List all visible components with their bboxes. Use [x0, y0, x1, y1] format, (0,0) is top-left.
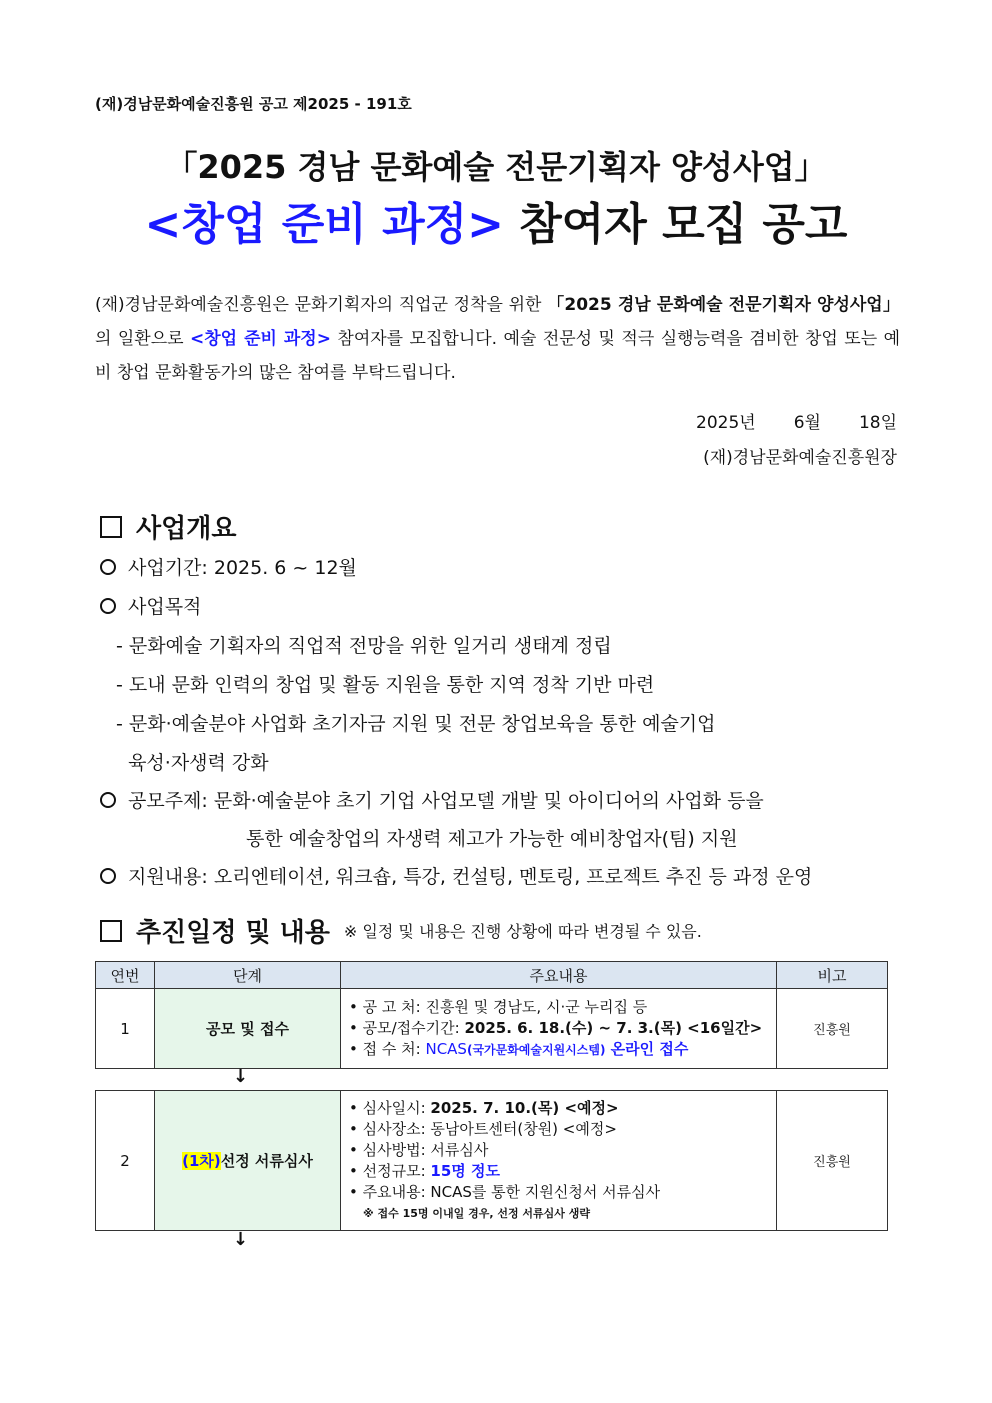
col-header-no: 연번: [96, 962, 155, 989]
ncas-text: NCAS: [425, 1039, 467, 1058]
intro-text-a: (재)경남문화예술진흥원은 문화기획자의 직업군 정착을 위한: [95, 295, 548, 315]
table-row: [96, 989, 888, 1069]
circle-bullet-icon: [100, 598, 116, 614]
row-number: 2: [96, 1091, 155, 1231]
circle-bullet-icon: [100, 868, 116, 884]
circle-bullet-icon: [100, 792, 116, 808]
ncas-full-name: (국가문화예술지원시스템): [466, 1042, 606, 1057]
overview-support: [100, 858, 812, 896]
content-value: 15명 정도: [430, 1161, 500, 1180]
date-year: 2025년: [696, 413, 756, 433]
row-remark: 진흥원: [777, 1091, 888, 1231]
content-item: • 공 고 처: 진흥원 및 경남도, 시·군 누리집 등: [349, 997, 768, 1018]
skip-note: ※ 접수 15명 이내일 경우, 선정 서류심사 생략: [363, 1206, 591, 1220]
checkbox-square-icon: [100, 920, 122, 942]
step-round-highlight: (1차): [182, 1152, 221, 1170]
content-item: • 주요내용: NCAS를 통한 지원신청서 서류심사: [349, 1182, 768, 1203]
schedule-table-header: [95, 961, 888, 1069]
col-header-step: 단계: [155, 962, 341, 989]
page-title: 「2025 경남 문화예술 전문기획자 양성사업」: [165, 148, 827, 186]
period-text: 사업기간: 2025. 6 ~ 12월: [128, 557, 357, 579]
purpose-item: - 도내 문화 인력의 창업 및 활동 지원을 통한 지역 정착 기반 마련: [116, 674, 655, 696]
row-step: 공모 및 접수: [155, 989, 341, 1069]
arrow-down-icon: ↓: [233, 1229, 249, 1250]
section-overview-heading: [100, 508, 236, 545]
intro-project-name: 「2025 경남 문화예술 전문기획자 양성사업」: [547, 295, 900, 315]
table-row: [96, 1091, 888, 1231]
purpose-item: 육성·자생력 강화: [116, 752, 269, 774]
overview-theme: [100, 782, 764, 820]
row-number: 1: [96, 989, 155, 1069]
row-content: [341, 1091, 777, 1231]
content-item: • 심사방법: 서류심사: [349, 1140, 768, 1161]
content-label: 접 수 처:: [362, 1039, 426, 1058]
purpose-item: - 문화·예술분야 사업화 초기자금 지원 및 전문 창업보육을 통한 예술기업: [116, 713, 716, 735]
row-content: [341, 989, 777, 1069]
intro-text-c: 의 일환으로: [95, 329, 191, 349]
date-day: 18일: [858, 413, 897, 433]
page-subtitle: [0, 188, 992, 252]
row-remark: 진흥원: [777, 989, 888, 1069]
theme-text-line1: 공모주제: 문화·예술분야 초기 기업 사업모델 개발 및 아이디어의 사업화 등을: [128, 790, 764, 812]
subtitle-rest: 참여자 모집 공고: [503, 199, 848, 250]
col-header-remark: 비고: [777, 962, 888, 989]
content-item: [349, 1098, 768, 1119]
content-value: 2025. 6. 18.(수) ~ 7. 3.(목) <16일간>: [464, 1018, 763, 1037]
content-item: [349, 1018, 768, 1039]
col-header-content: 주요내용: [341, 962, 777, 989]
intro-paragraph: [95, 288, 900, 390]
row-step: [155, 1091, 341, 1231]
online-apply-text: 온라인 접수: [605, 1039, 689, 1058]
subtitle-highlight: <창업 준비 과정>: [144, 199, 504, 250]
intro-course-name: <창업 준비 과정>: [190, 329, 331, 349]
schedule-note: ※ 일정 및 내용은 진행 상황에 따라 변경될 수 있음.: [343, 922, 702, 941]
content-value: 2025. 7. 10.(목) <예정>: [430, 1098, 619, 1117]
checkbox-square-icon: [100, 516, 122, 538]
theme-text-line2: 통한 예술창업의 자생력 제고가 가능한 예비창업자(팀) 지원: [246, 828, 738, 850]
signer: (재)경남문화예술진흥원장: [703, 448, 897, 468]
schedule-table-row2: [95, 1090, 888, 1231]
content-label: 선정규모:: [362, 1161, 431, 1180]
section-schedule-heading: [100, 912, 702, 949]
notice-date: [696, 408, 897, 433]
section-overview-title: 사업개요: [136, 514, 237, 544]
overview-purpose-label: [100, 588, 201, 626]
step-name: 선정 서류심사: [220, 1152, 313, 1170]
content-item: • 심사장소: 동남아트센터(창원) <예정>: [349, 1119, 768, 1140]
content-label: 공모/접수기간:: [362, 1018, 465, 1037]
section-schedule-title: 추진일정 및 내용: [136, 918, 330, 948]
purpose-label-text: 사업목적: [128, 596, 202, 618]
date-month: 6월: [793, 413, 821, 433]
content-item: [349, 1039, 768, 1061]
arrow-down-icon: ↓: [233, 1066, 249, 1087]
intro-text-e: 참여자를 모집합니다. 예술 전문성 및 적극 실행능력을 겸비한 창업 또는 예비 창업 문화활동가의 많은 참여를 부탁드립니다.: [95, 329, 900, 383]
support-text: 지원내용: 오리엔테이션, 워크숍, 특강, 컨설팅, 멘토링, 프로젝트 추진 등 과정 운영: [128, 866, 813, 888]
circle-bullet-icon: [100, 559, 116, 575]
content-label: 심사일시:: [362, 1098, 431, 1117]
overview-period: [100, 549, 357, 587]
purpose-item: - 문화예술 기획자의 직업적 전망을 위한 일거리 생태계 정립: [116, 635, 612, 657]
notice-number: (재)경남문화예술진흥원 공고 제2025 - 191호: [95, 95, 412, 113]
content-item: [349, 1161, 768, 1182]
